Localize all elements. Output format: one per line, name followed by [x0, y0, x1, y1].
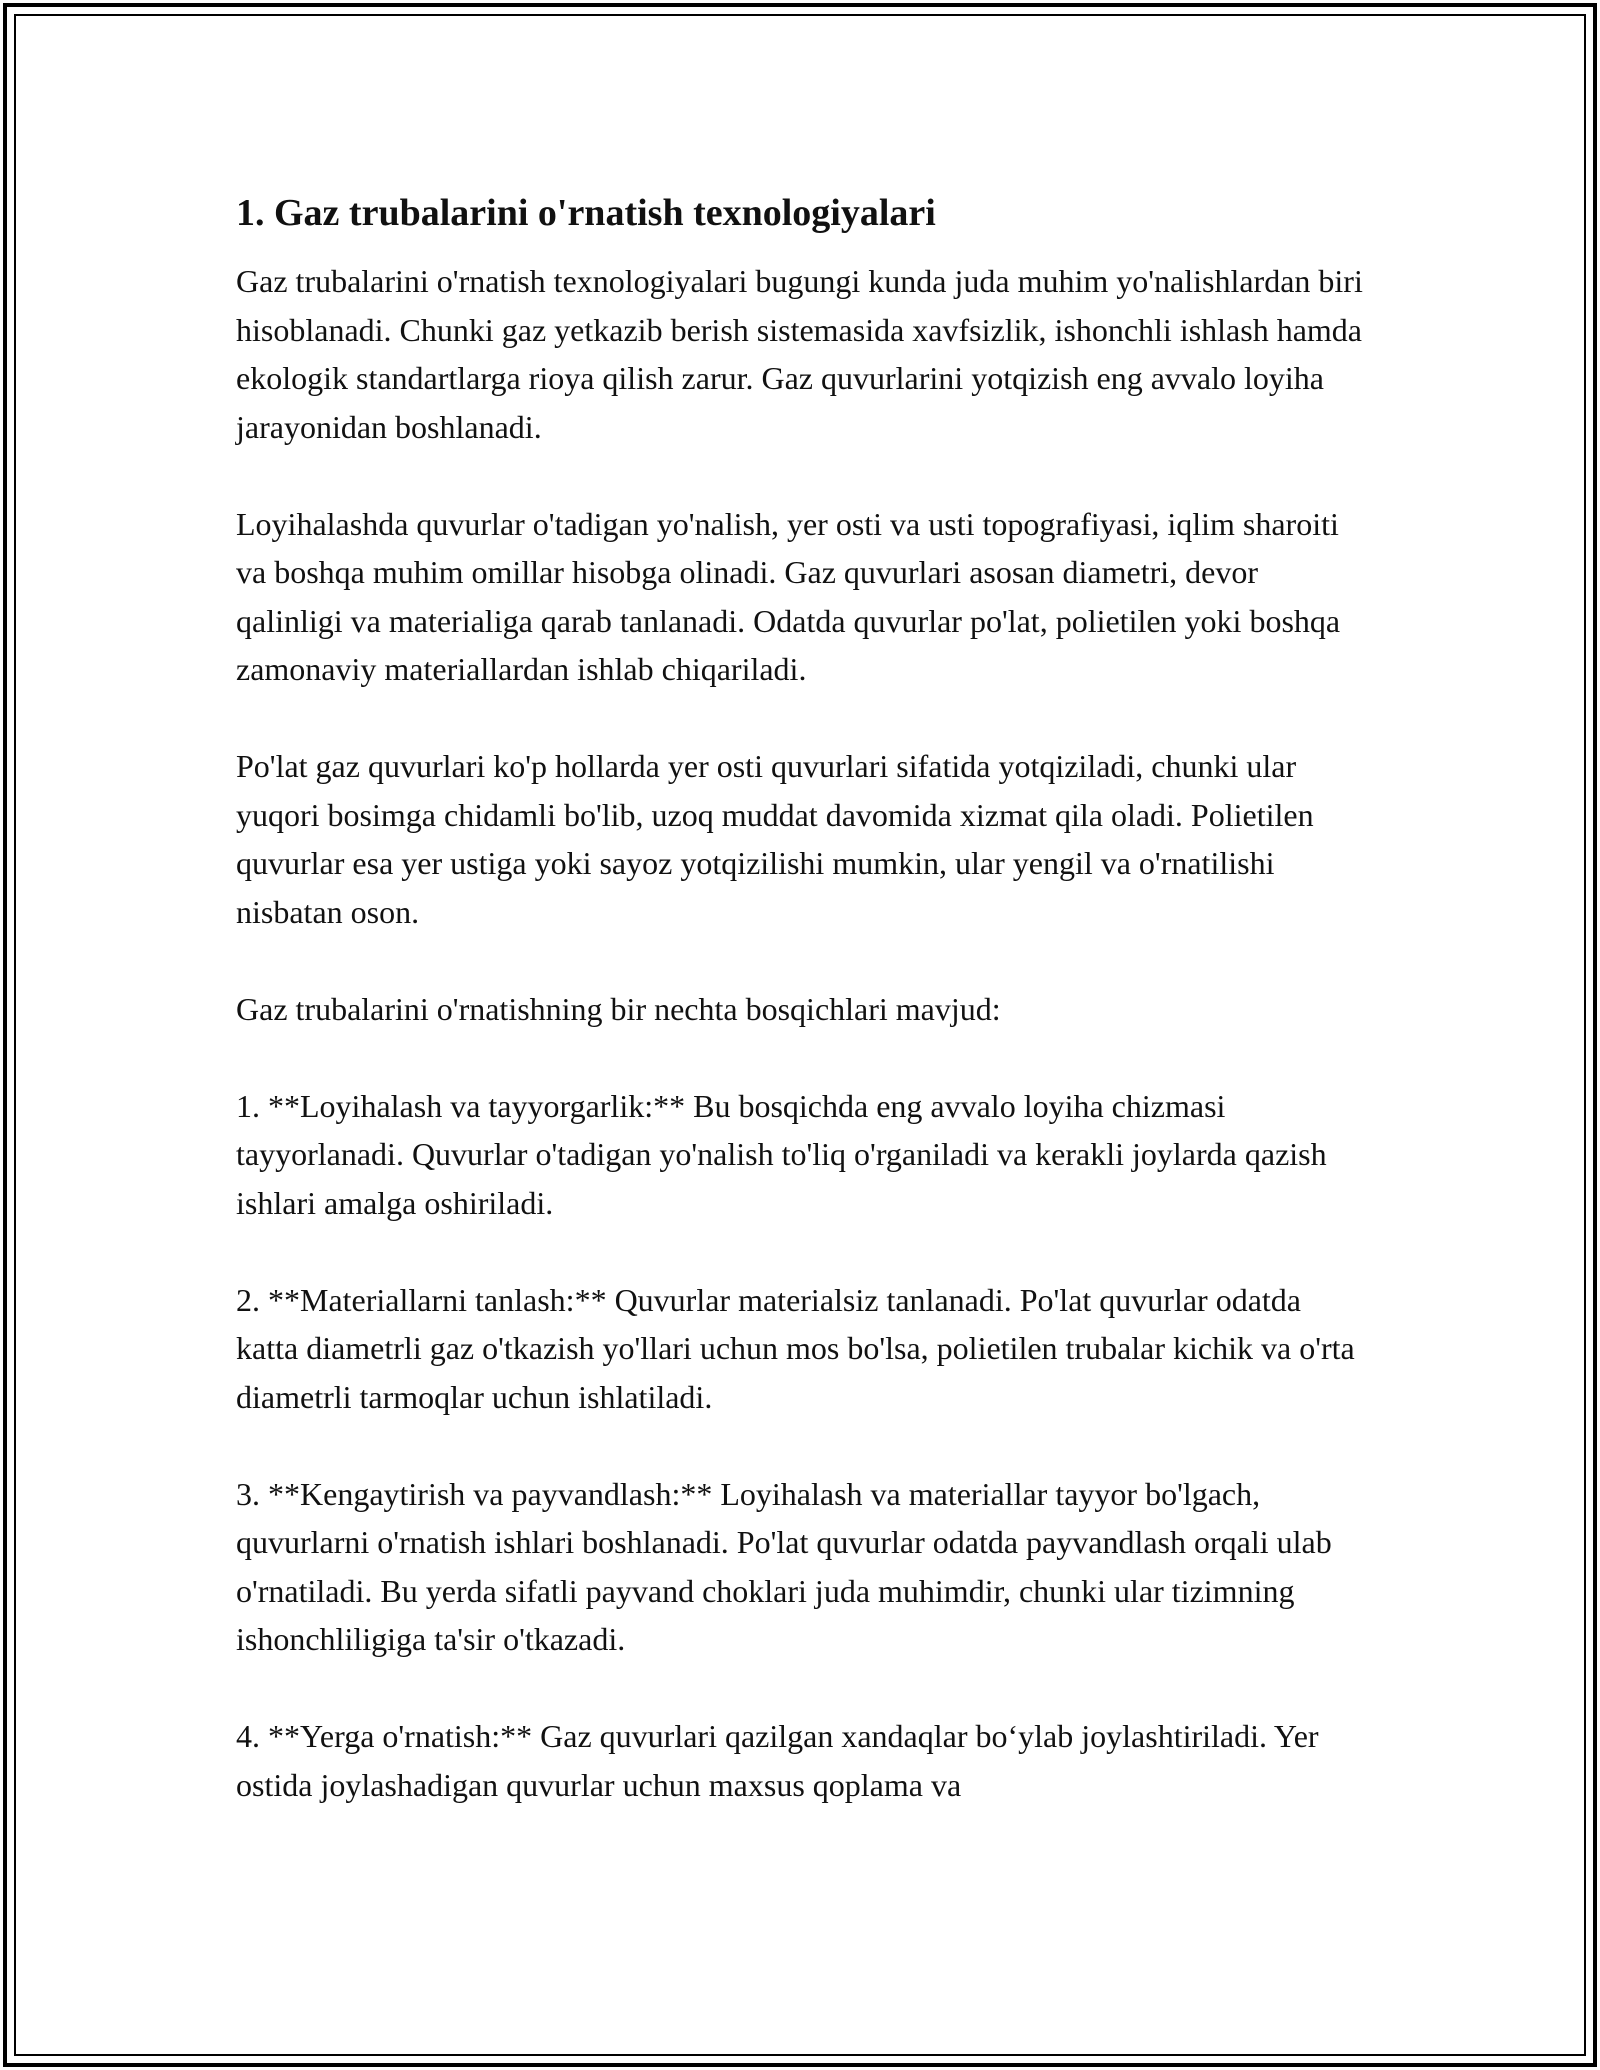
list-item-stage-2: 2. **Materiallarni tanlash:** Quvurlar materialsiz tanlanadi. Po'lat quvurlar odatda katta diametrli gaz o'tkazish yo'llari uchun mos bo'lsa, polietilen trubalar kichik va o'rta diametrli tarmoqlar uchun ishlatiladi. [236, 1281, 1355, 1415]
section-heading: 1. Gaz trubalarini o'rnatish texnologiyalari [236, 192, 936, 234]
list-item-stage-4: 4. **Yerga o'rnatish:** Gaz quvurlari qazilgan xandaqlar bo‘ylab joylashtiriladi. Yer ostida joylashadigan quvurlar uchun maxsus qoplama va [236, 1718, 1319, 1803]
paragraph-stages-intro: Gaz trubalarini o'rnatishning bir nechta bosqichlari mavjud: [236, 990, 1001, 1027]
list-item-stage-1: 1. **Loyihalash va tayyorgarlik:** Bu bosqichda eng avvalo loyiha chizmasi tayyorlanadi. Quvurlar o'tadigan yo'nalish to'liq o'rganiladi va kerakli joylarda qazish ishlari amalga oshiriladi. [236, 1087, 1327, 1221]
paragraph-pipe-types: Po'lat gaz quvurlari ko'p hollarda yer osti quvurlari sifatida yotqiziladi, chunki ular yuqori bosimga chidamli bo'lib, uzoq muddat davomida xizmat qila oladi. Polietilen quvurlar esa yer ustiga yoki sayoz yotqizilishi mumkin, ular yengil va o'rnatilishi nisbatan oson. [236, 748, 1314, 930]
paragraph-design: Loyihalashda quvurlar o'tadigan yo'nalish, yer osti va usti topografiyasi, iqlim sharoiti va boshqa muhim omillar hisobga olinadi. Gaz quvurlari asosan diametri, devor qalinligi va materialiga qarab tanlanadi. Odatda quvurlar po'lat, polietilen yoki boshqa zamonaviy materiallardan ishlab chiqariladi. [236, 505, 1341, 687]
document-body [236, 187, 1371, 1809]
paragraph-intro: Gaz trubalarini o'rnatish texnologiyalari bugungi kunda juda muhim yo'nalishlardan biri hisoblanadi. Chunki gaz yetkazib berish sistemasida xavfsizlik, ishonchli ishlash hamda ekologik standartlarga rioya qilish zarur. Gaz quvurlarini yotqizish eng avvalo loyiha jarayonidan boshlanadi. [236, 263, 1363, 445]
list-item-stage-3: 3. **Kengaytirish va payvandlash:** Loyihalash va materiallar tayyor bo'lgach, quvurlarni o'rnatish ishlari boshlanadi. Po'lat quvurlar odatda payvandlash orqali ulab o'rnatiladi. Bu yerda sifatli payvand choklari juda muhimdir, chunki ular tizimning ishonchliligiga ta'sir o'tkazadi. [236, 1475, 1332, 1657]
